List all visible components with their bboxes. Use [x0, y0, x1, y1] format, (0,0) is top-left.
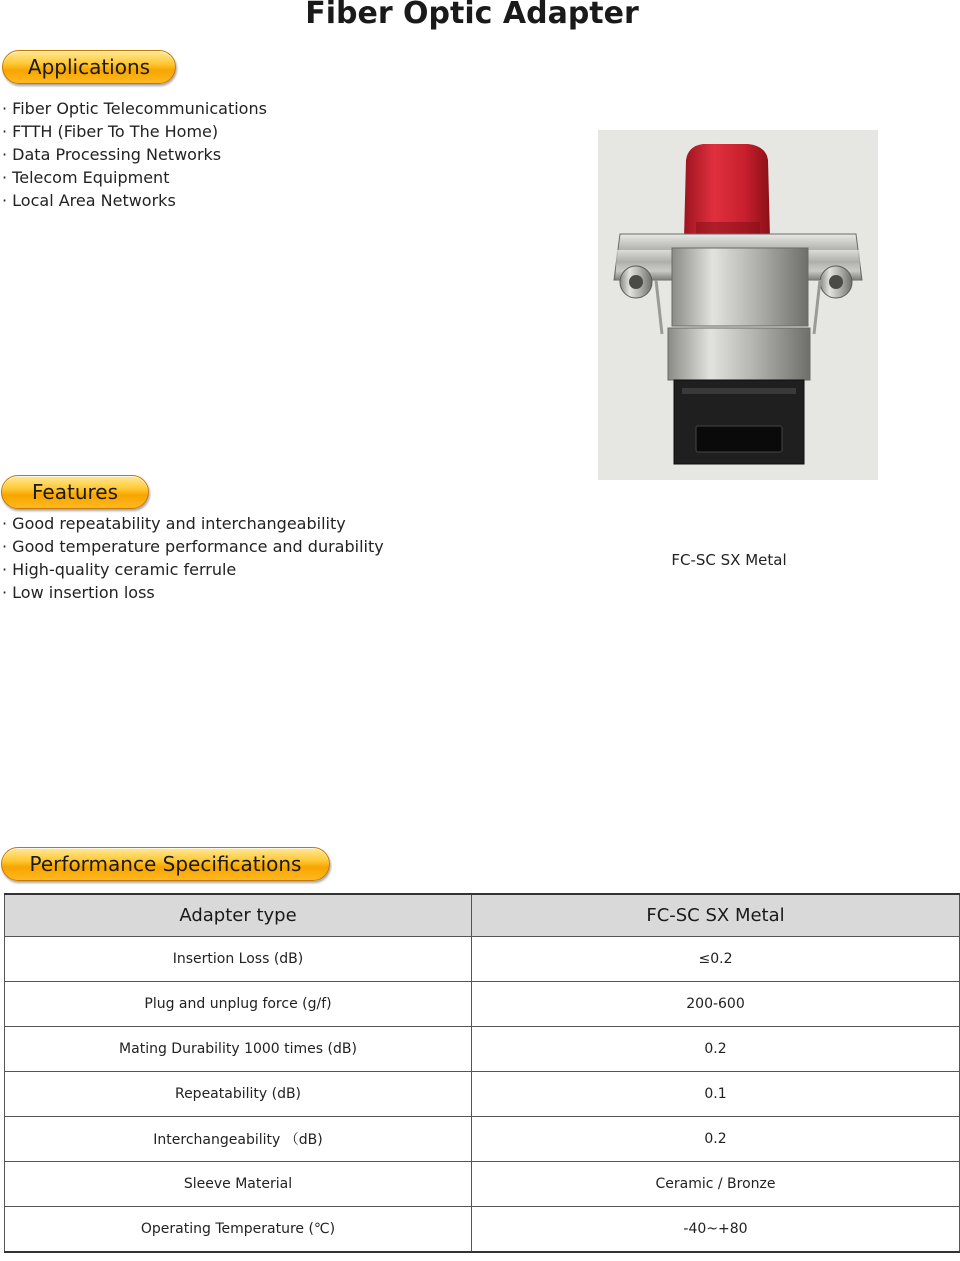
spec-label: Insertion Loss (dB): [5, 937, 472, 982]
column-header-model: FC-SC SX Metal: [472, 894, 960, 937]
product-photo: [598, 130, 878, 480]
spec-label: Operating Temperature (℃): [5, 1207, 472, 1253]
applications-heading-badge: [2, 50, 176, 84]
list-item: · Telecom Equipment: [2, 166, 267, 189]
table-row: [5, 1162, 960, 1207]
table-row: [5, 1117, 960, 1162]
spec-value: ≤0.2: [472, 937, 960, 982]
spec-label: Mating Durability 1000 times (dB): [5, 1027, 472, 1072]
table-row: [5, 982, 960, 1027]
spec-label: Plug and unplug force (g/f): [5, 982, 472, 1027]
table-header-row: [5, 894, 960, 937]
list-item: · Data Processing Networks: [2, 143, 267, 166]
list-item: · Good temperature performance and durability: [2, 535, 384, 558]
page-title: Fiber Optic Adapter: [305, 0, 639, 31]
spec-value: 200-600: [472, 982, 960, 1027]
applications-heading: Applications: [27, 55, 151, 79]
list-item: · FTTH (Fiber To The Home): [2, 120, 267, 143]
column-header-adapter-type: Adapter type: [5, 894, 472, 937]
features-heading-badge: [1, 475, 149, 509]
list-item: · High-quality ceramic ferrule: [2, 558, 384, 581]
spec-value: 0.1: [472, 1072, 960, 1117]
fiber-adapter-illustration: [598, 130, 878, 480]
table-row: [5, 937, 960, 982]
table-row: [5, 1027, 960, 1072]
list-item: · Local Area Networks: [2, 189, 267, 212]
spec-value: 0.2: [472, 1027, 960, 1072]
spec-value: -40~+80: [472, 1207, 960, 1253]
specs-heading: Performance Specifications: [29, 852, 302, 876]
spec-value: Ceramic / Bronze: [472, 1162, 960, 1207]
applications-list: [2, 97, 267, 212]
product-caption: FC-SC SX Metal: [671, 551, 787, 569]
features-heading: Features: [32, 480, 118, 504]
table-row: [5, 1072, 960, 1117]
specs-heading-badge: [1, 847, 330, 881]
spec-value: 0.2: [472, 1117, 960, 1162]
list-item: · Fiber Optic Telecommunications: [2, 97, 267, 120]
spec-label: Repeatability (dB): [5, 1072, 472, 1117]
list-item: · Good repeatability and interchangeability: [2, 512, 384, 535]
specifications-table: [4, 893, 960, 1253]
spec-label: Sleeve Material: [5, 1162, 472, 1207]
list-item: · Low insertion loss: [2, 581, 384, 604]
spec-label: Interchangeability （dB): [5, 1117, 472, 1162]
table-row: [5, 1207, 960, 1253]
features-list: [2, 512, 384, 604]
